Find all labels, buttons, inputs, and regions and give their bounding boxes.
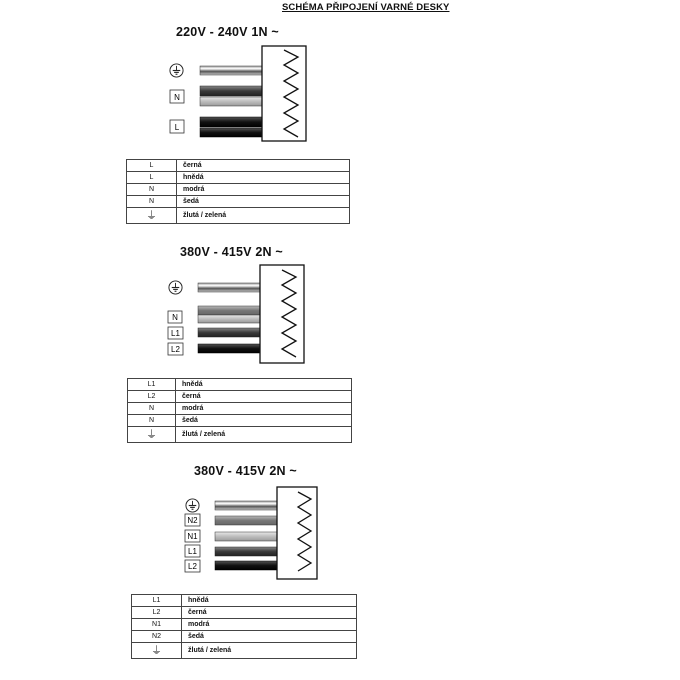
terminal-cell: N <box>128 403 176 415</box>
color-cell: hnědá <box>176 379 352 391</box>
color-cell: modrá <box>176 403 352 415</box>
terminal-cell: N2 <box>132 631 182 643</box>
terminal-label: L1 <box>171 329 180 338</box>
wire-earth <box>215 501 277 510</box>
legend-table-3 <box>131 594 357 659</box>
wire <box>200 117 262 127</box>
terminal-cell: N <box>128 415 176 427</box>
earth-icon <box>170 64 183 77</box>
earth-icon <box>186 499 199 512</box>
terminal-cell: N1 <box>132 619 182 631</box>
color-cell: černá <box>176 391 352 403</box>
color-cell: šedá <box>176 415 352 427</box>
legend-table-1 <box>126 159 350 224</box>
table-row <box>132 619 357 631</box>
wire-earth <box>200 66 262 75</box>
table-row <box>128 403 352 415</box>
wire <box>198 328 260 337</box>
diagram-3 <box>185 487 317 579</box>
wire-earth <box>198 283 260 292</box>
color-cell: černá <box>177 160 350 172</box>
wire <box>200 86 262 96</box>
terminal-cell: L2 <box>128 391 176 403</box>
wire <box>215 532 277 541</box>
terminal-label: L2 <box>188 562 197 571</box>
color-cell: modrá <box>177 184 350 196</box>
table-row <box>132 607 357 619</box>
heating-element-box <box>277 487 317 579</box>
wire <box>215 561 277 570</box>
color-cell: žlutá / zelená <box>176 427 352 443</box>
color-cell: šedá <box>182 631 357 643</box>
voltage-label-2: 380V - 415V 2N ~ <box>180 245 283 259</box>
color-cell: žlutá / zelená <box>177 208 350 224</box>
wire <box>215 547 277 556</box>
table-row <box>128 415 352 427</box>
table-row <box>132 643 357 659</box>
color-cell: modrá <box>182 619 357 631</box>
terminal-label: L1 <box>188 547 197 556</box>
color-cell: žlutá / zelená <box>182 643 357 659</box>
table-row <box>132 631 357 643</box>
terminal-cell: N <box>127 196 177 208</box>
terminal-label: N <box>174 93 180 102</box>
legend-table-2 <box>127 378 352 443</box>
wire <box>200 128 262 137</box>
table-row <box>127 184 350 196</box>
wire <box>215 516 277 525</box>
terminal-label: N <box>172 313 178 322</box>
terminal-cell: ⏚ <box>128 427 176 443</box>
terminal-label: L <box>174 123 180 132</box>
wire <box>198 315 260 323</box>
color-cell: černá <box>182 607 357 619</box>
diagram-1 <box>170 46 306 141</box>
voltage-label-1: 220V - 240V 1N ~ <box>176 25 279 39</box>
table-row <box>128 427 352 443</box>
terminal-label: L2 <box>171 345 180 354</box>
document-title: SCHÉMA PŘIPOJENÍ VARNÉ DESKY <box>282 2 450 13</box>
wire <box>198 306 260 315</box>
terminal-cell: L2 <box>132 607 182 619</box>
color-cell: šedá <box>177 196 350 208</box>
color-cell: hnědá <box>182 595 357 607</box>
terminal-label: N1 <box>187 532 198 541</box>
color-cell: hnědá <box>177 172 350 184</box>
table-row <box>127 160 350 172</box>
wire <box>200 97 262 106</box>
wire <box>198 344 260 353</box>
heating-element-box <box>262 46 306 141</box>
terminal-cell: ⏚ <box>132 643 182 659</box>
diagram-2 <box>168 265 304 363</box>
terminal-cell: L1 <box>132 595 182 607</box>
earth-icon <box>169 281 182 294</box>
voltage-label-3: 380V - 415V 2N ~ <box>194 464 297 478</box>
table-row <box>127 196 350 208</box>
terminal-cell: L1 <box>128 379 176 391</box>
table-row <box>127 172 350 184</box>
table-row <box>128 379 352 391</box>
terminal-cell: L <box>127 172 177 184</box>
table-row <box>128 391 352 403</box>
terminal-cell: L <box>127 160 177 172</box>
terminal-label: N2 <box>187 516 198 525</box>
terminal-cell: ⏚ <box>127 208 177 224</box>
table-row <box>132 595 357 607</box>
terminal-cell: N <box>127 184 177 196</box>
table-row <box>127 208 350 224</box>
